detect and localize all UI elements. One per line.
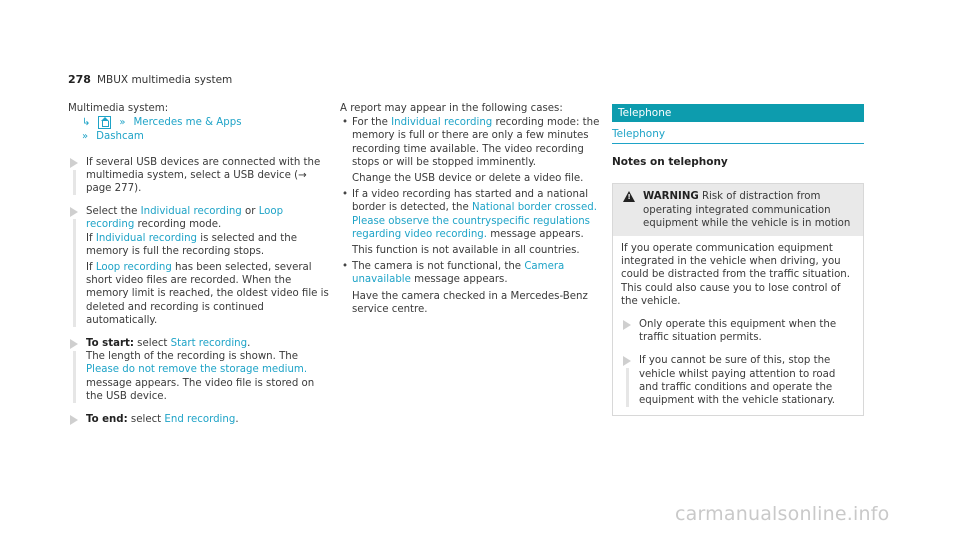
- option-individual-recording[interactable]: Individual recording: [140, 206, 242, 218]
- step-start: To start: select Start recording. The length of the recording is shown. The Please do not remove the storage medium. message appears. The video file is stored on the USB device.: [68, 337, 330, 403]
- step-arrow-icon: [70, 207, 78, 217]
- step-arrow-icon: [70, 158, 78, 168]
- warning-icon: [623, 191, 635, 202]
- page-header: [68, 73, 232, 86]
- storage-message: Please do not remove the storage medium.: [86, 364, 308, 376]
- warning-header: ! WARNING Risk of distraction from operating integrated communication equipment while the vehicle is in motion: [613, 184, 863, 236]
- nav-item-dashcam[interactable]: Dashcam: [96, 131, 144, 143]
- intro-text: Multimedia system:: [68, 103, 169, 114]
- list-item: • For the Individual recording recording mode: the memory is full or there are only a few minutes recording time available. The video recording stops or will be stopped imminently. Change the USB device or delete a video file.: [342, 117, 600, 185]
- intro-text: A report may appear in the following cases:: [340, 103, 563, 114]
- step-select-usb: If several USB devices are connected with the multimedia system, select a USB device (→ page 277).: [68, 156, 330, 196]
- double-chevron-icon: »: [82, 131, 89, 143]
- option-loop-recording[interactable]: Loop recording: [86, 206, 284, 231]
- section-title: Telephone: [612, 104, 864, 122]
- start-recording-link[interactable]: Start recording: [170, 338, 248, 350]
- step-select-mode: Select the Individual recording or Loop recording recording mode. If Individual recording is selected and the memory is full the recording stops. If Loop recording has been selected, several short video files are recorded. When the memory limit is reached, the oldest video file is deleted and recording is continued automatically.: [68, 205, 330, 327]
- home-icon: [98, 116, 111, 129]
- column-1: [68, 102, 330, 426]
- watermark: carmanualsonline.info: [675, 503, 890, 525]
- nav-path-2: [68, 130, 330, 143]
- nav-path: [68, 116, 330, 129]
- warning-step: If you cannot be sure of this, stop the vehicle whilst paying attention to road and traffic conditions and operate the equipment with the vehicle stationary.: [621, 354, 855, 407]
- step-arrow-icon: [70, 415, 78, 425]
- step-arrow-icon: [70, 339, 78, 349]
- column-2: [340, 102, 602, 316]
- step-arrow-icon: [623, 320, 631, 330]
- double-chevron-icon: »: [119, 117, 126, 129]
- list-item: • The camera is not functional, the Camera unavailable message appears. Have the camera checked in a Mercedes-Benz service centre.: [342, 261, 588, 315]
- nav-item-mercedes-me[interactable]: Mercedes me & Apps: [133, 117, 242, 129]
- column-3: [612, 102, 864, 416]
- nav-arrow-icon: ↳: [82, 117, 91, 129]
- warning-label: WARNING: [643, 191, 699, 203]
- warning-step: Only operate this equipment when the traffic situation permits.: [621, 318, 855, 344]
- reference-arrow-icon: →: [298, 169, 307, 181]
- step-arrow-icon: [623, 356, 631, 366]
- end-recording-link[interactable]: End recording: [164, 414, 236, 426]
- subsection-title: Telephony: [612, 128, 864, 144]
- page-title: MBUX multimedia system: [96, 74, 233, 86]
- notes-heading: Notes on telephony: [612, 156, 728, 169]
- list-item: • If a video recording has started and a national border is detected, the National border crossed. Please observe the countryspecific regulations regarding video recording. message appears. This function is not available in all countries.: [342, 189, 597, 257]
- warning-box: [612, 183, 864, 416]
- step-end: To end: select End recording.: [68, 413, 330, 426]
- warning-body: If you operate communication equipment integrated in the vehicle when driving, you could be distracted from the traffic situation. This could also cause you to lose control of the vehicle. Only operate this equipment when the traffic situation permits. If you cannot be sure of this, stop the vehicle whilst paying attention to road and traffic conditions and operate the equipment with the vehicle stationary.: [613, 236, 863, 415]
- page-number: 278: [68, 73, 91, 86]
